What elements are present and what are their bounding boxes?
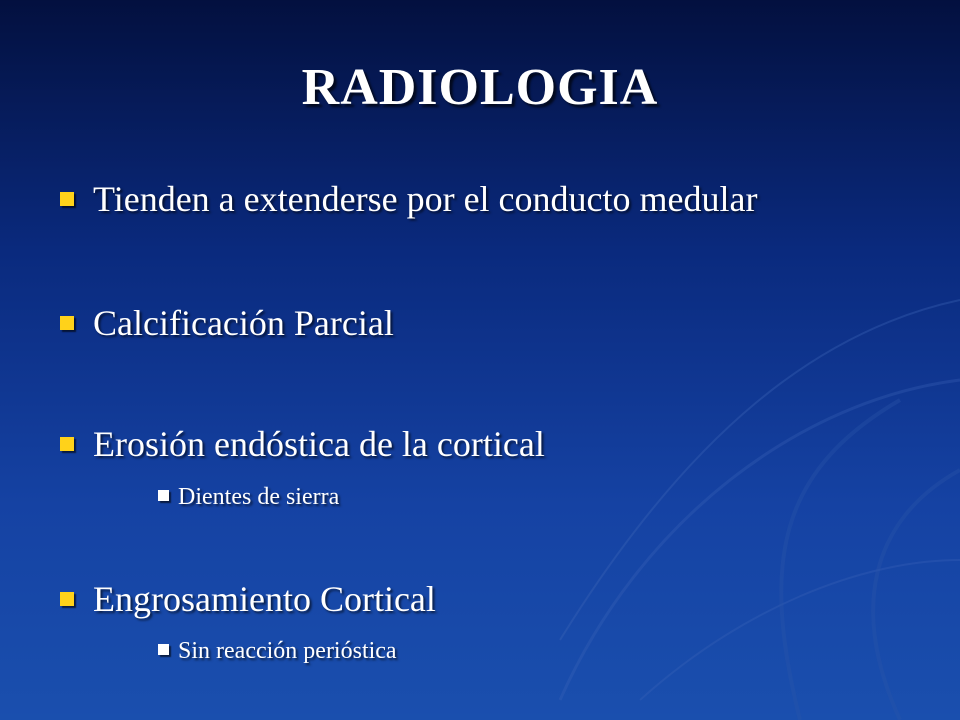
sub-bullet-item (158, 638, 397, 665)
bullet-square-icon (60, 316, 74, 330)
bullet-item (60, 302, 394, 344)
bullet-square-icon (60, 437, 74, 451)
sub-bullet-square-icon (158, 644, 169, 655)
bullet-item (60, 578, 436, 620)
bullet-text: Engrosamiento Cortical (93, 579, 436, 619)
bullet-square-icon (60, 192, 74, 206)
slide-title: RADIOLOGIA (301, 59, 659, 116)
bullet-square-icon (60, 592, 74, 606)
sub-bullet-text: Dientes de sierra (178, 484, 340, 510)
sub-bullet-item (158, 484, 339, 511)
bullet-item (60, 178, 757, 220)
bullet-item (60, 423, 545, 465)
bullet-text: Tienden a extenderse por el conducto medular (93, 179, 758, 219)
bullet-text: Erosión endóstica de la cortical (93, 424, 545, 464)
sub-bullet-square-icon (158, 490, 169, 501)
sub-bullet-text: Sin reacción perióstica (178, 638, 397, 664)
bullet-text: Calcificación Parcial (93, 303, 394, 343)
